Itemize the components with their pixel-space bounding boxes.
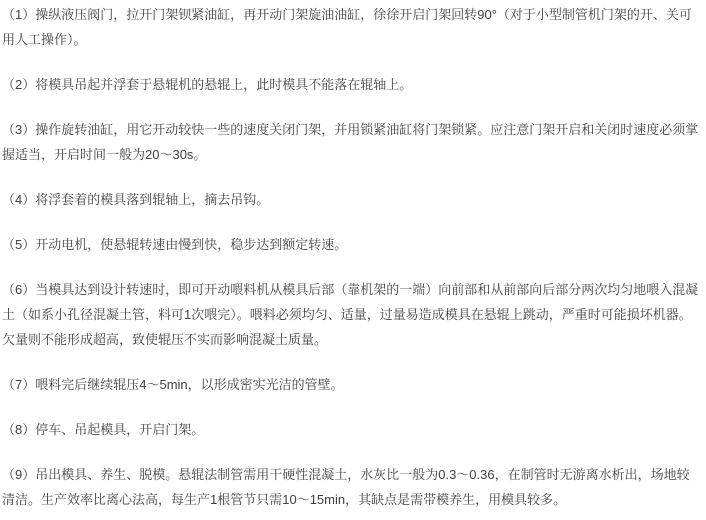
paragraph-step-9: （9）吊出模具、养生、脱模。悬辊法制管需用干硬性混凝土，水灰比一般为0.3～0.36，在制管时无游离水析出，场地较清洁。生产效率比离心法高，每生产1根管节只需10～15min，其缺点是需带模养生，用模具较多。 <box>2 467 690 507</box>
paragraph-step-1: （1）操纵液压阀门，拉开门架钡紧油缸，再开动门架旋油油缸，徐徐开启门架回转90°（对于小型制管机门架的开、关可用人工操作）。 <box>2 7 692 47</box>
paragraph-step-8: （8）停车、吊起模具，开启门架。 <box>2 422 205 437</box>
paragraph-step-5: （5）开动电机，使悬辊转速由慢到快，稳步达到额定转速。 <box>2 237 348 252</box>
paragraph-step-7: （7）喂料完后继续辊压4～5min，以形成密实光洁的管壁。 <box>2 377 344 392</box>
paragraph-step-6: （6）当模具达到设计转速时，即可开动喂料机从模具后部（靠机架的一端）向前部和从前部向后部分两次均匀地喂入混凝土（如系小孔径混凝土管，料可1次喂完）。喂料必须均匀、适量，过量易造成模具在悬辊上跳动，严重时可能损坏机器。欠量则不能形成超高，致使辊压不实而影响混凝土质量。 <box>2 282 699 347</box>
paragraph-step-4: （4）将浮套着的模具落到辊轴上，摘去吊钩。 <box>2 192 270 207</box>
paragraph-step-2: （2）将模具吊起并浮套于悬辊机的悬辊上，此时模具不能落在辊轴上。 <box>2 77 413 92</box>
document-body <box>2 2 702 512</box>
paragraph-step-3: （3）操作旋转油缸，用它开动较快一些的速度关闭门架，并用锁紧油缸将门架锁紧。应注意门架开启和关闭时速度必须掌握适当，开启时间一般为20～30s。 <box>2 122 699 162</box>
